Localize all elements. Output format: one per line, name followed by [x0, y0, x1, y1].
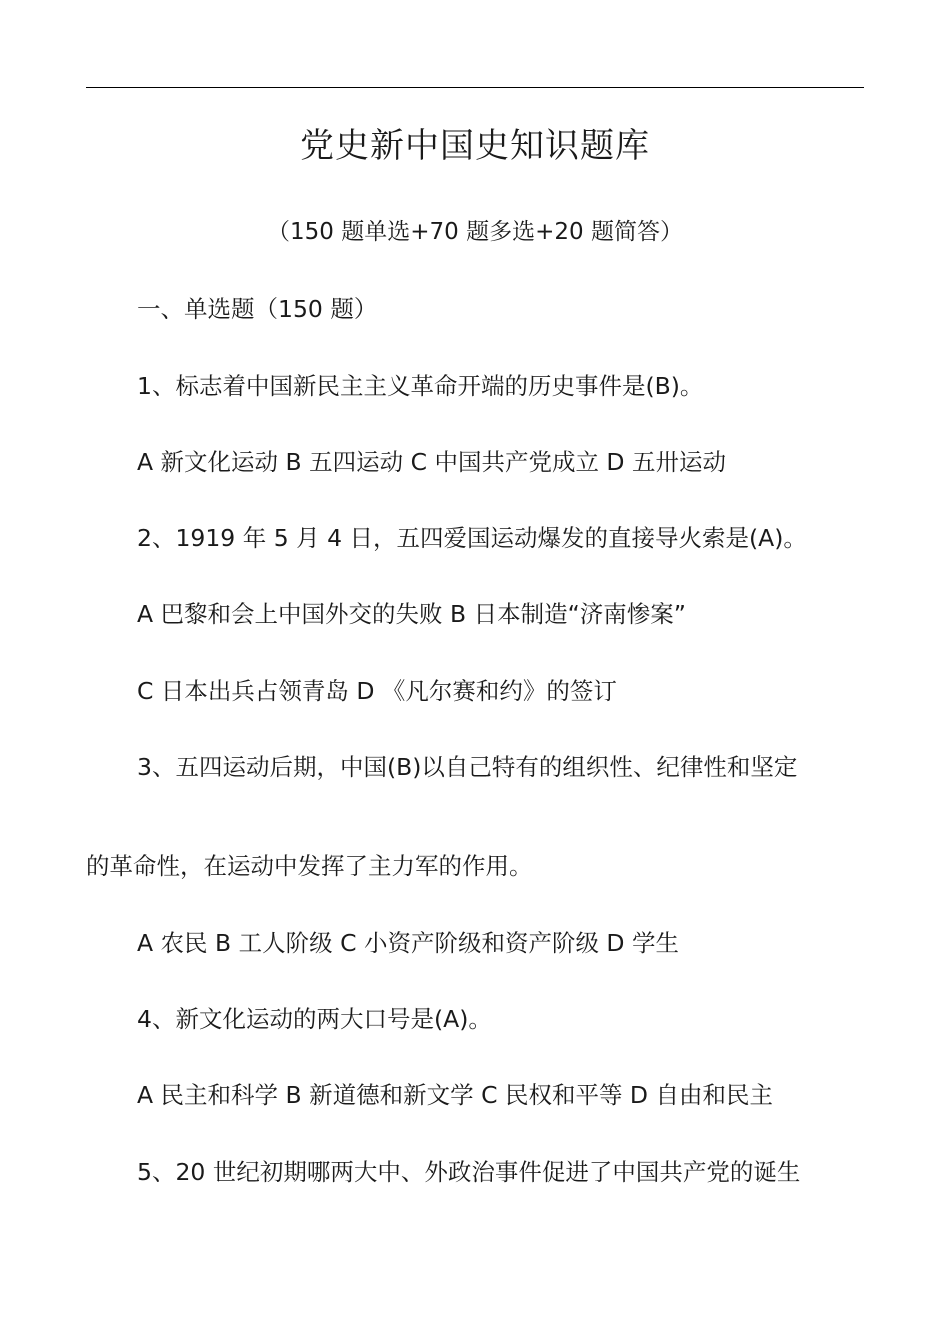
header-rule	[86, 87, 864, 88]
question-4-options: A 民主和科学 B 新道德和新文学 C 民权和平等 D 自由和民主	[137, 1081, 773, 1109]
question-3-continued: 的革命性，在运动中发挥了主力军的作用。	[86, 852, 533, 880]
document-title: 党史新中国史知识题库	[300, 126, 650, 166]
question-3: 3、五四运动后期，中国(B)以自己特有的组织性、纪律性和坚定	[137, 753, 798, 781]
question-4: 4、新文化运动的两大口号是(A)。	[137, 1005, 492, 1033]
question-2: 2、1919 年 5 月 4 日，五四爱国运动爆发的直接导火索是(A)。	[137, 524, 807, 552]
question-1: 1、标志着中国新民主主义革命开端的历史事件是(B)。	[137, 372, 704, 400]
question-3-options: A 农民 B 工人阶级 C 小资产阶级和资产阶级 D 学生	[137, 929, 679, 957]
question-5: 5、20 世纪初期哪两大中、外政治事件促进了中国共产党的诞生	[137, 1158, 801, 1186]
question-2-options-cd: C 日本出兵占领青岛 D 《凡尔赛和约》的签订	[137, 677, 617, 705]
section-heading-single-choice: 一、单选题（150 题）	[137, 295, 378, 323]
document-subtitle: （150 题单选+70 题多选+20 题简答）	[267, 219, 683, 245]
question-1-options: A 新文化运动 B 五四运动 C 中国共产党成立 D 五卅运动	[137, 448, 726, 476]
question-2-options-ab: A 巴黎和会上中国外交的失败 B 日本制造“济南惨案”	[137, 600, 686, 628]
